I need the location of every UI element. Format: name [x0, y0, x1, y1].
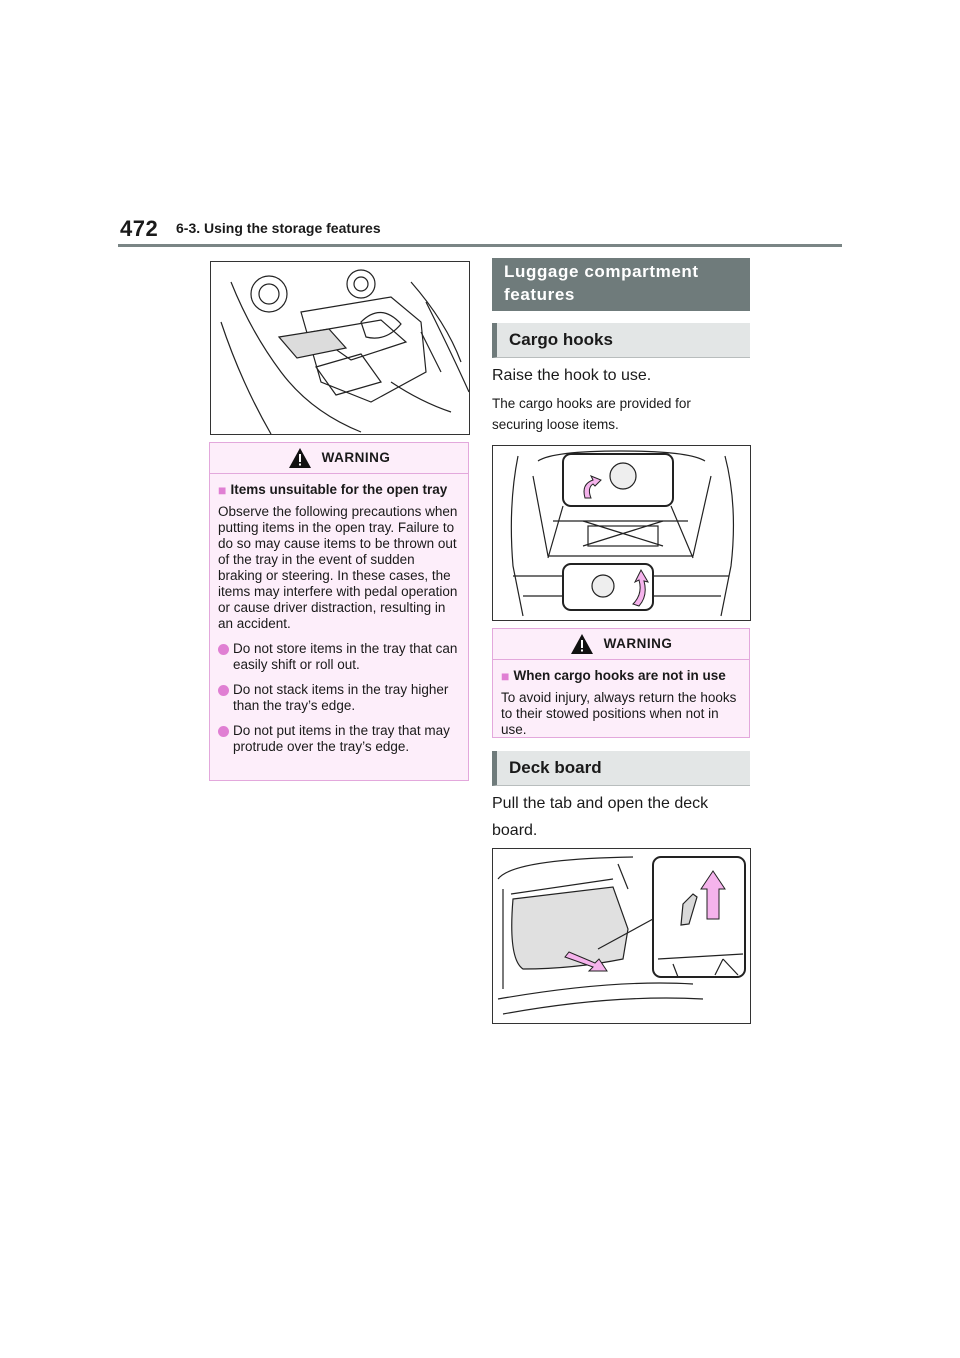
luggage-heading: Luggage compartment features [492, 258, 750, 311]
warning-bullet-text: Do not put items in the tray that may protrude over the tray’s edge. [233, 723, 450, 754]
warning-bullet [218, 723, 460, 755]
cargo-hooks-illustration [492, 445, 751, 621]
warning-paragraph: Observe the following precautions when putting items in the open tray. Failure to do so may cause items to be thrown out of the tray in the event of sudden braking or steering. In these cases, the items may interfere with pedal operation or cause driver distraction, resulting in an accident. [218, 504, 458, 631]
warning-bullet-text: Do not stack items in the tray higher than the tray’s edge. [233, 682, 449, 713]
deck-board-heading: Deck board [492, 751, 750, 786]
warning-title [218, 482, 460, 498]
warning-cargo-hooks [492, 628, 750, 738]
bullet-dot-icon [218, 726, 229, 737]
warning-triangle-icon [570, 633, 594, 655]
bullet-dot-icon [218, 644, 229, 655]
page-number: 472 [120, 216, 159, 241]
warning-bullet [218, 682, 460, 714]
warning-title-text: When cargo hooks are not in use [513, 668, 726, 683]
cargo-hooks-instruction: Raise the hook to use. [492, 367, 652, 384]
warning-title [501, 668, 741, 684]
warning-label: WARNING [321, 450, 391, 465]
warning-label: WARNING [603, 636, 673, 651]
warning-header [210, 443, 468, 474]
cargo-hooks-drawing [493, 446, 750, 620]
bullet-dot-icon [218, 685, 229, 696]
warning-bullet [218, 641, 460, 673]
console-tray-drawing [211, 262, 469, 434]
section-title: 6-3. Using the storage features [176, 220, 381, 236]
warning-title-text: Items unsuitable for the open tray [230, 482, 448, 497]
square-bullet-icon: ■ [218, 482, 227, 498]
square-bullet-icon: ■ [501, 668, 510, 684]
deck-board-illustration [492, 848, 751, 1024]
cargo-hooks-note: The cargo hooks are provided for securing loose items. [492, 396, 691, 432]
warning-triangle-icon [288, 447, 312, 469]
warning-paragraph: To avoid injury, always return the hooks to their stowed positions when not in use. [501, 690, 737, 737]
warning-bullet-text: Do not store items in the tray that can easily shift or roll out. [233, 641, 458, 672]
cargo-hooks-heading: Cargo hooks [492, 323, 750, 358]
deck-board-instruction: Pull the tab and open the deck board. [492, 795, 709, 839]
warning-open-tray [209, 442, 469, 781]
open-tray-illustration [210, 261, 470, 435]
deck-board-drawing [493, 849, 750, 1023]
warning-header [493, 629, 749, 660]
header-rule [118, 244, 842, 247]
